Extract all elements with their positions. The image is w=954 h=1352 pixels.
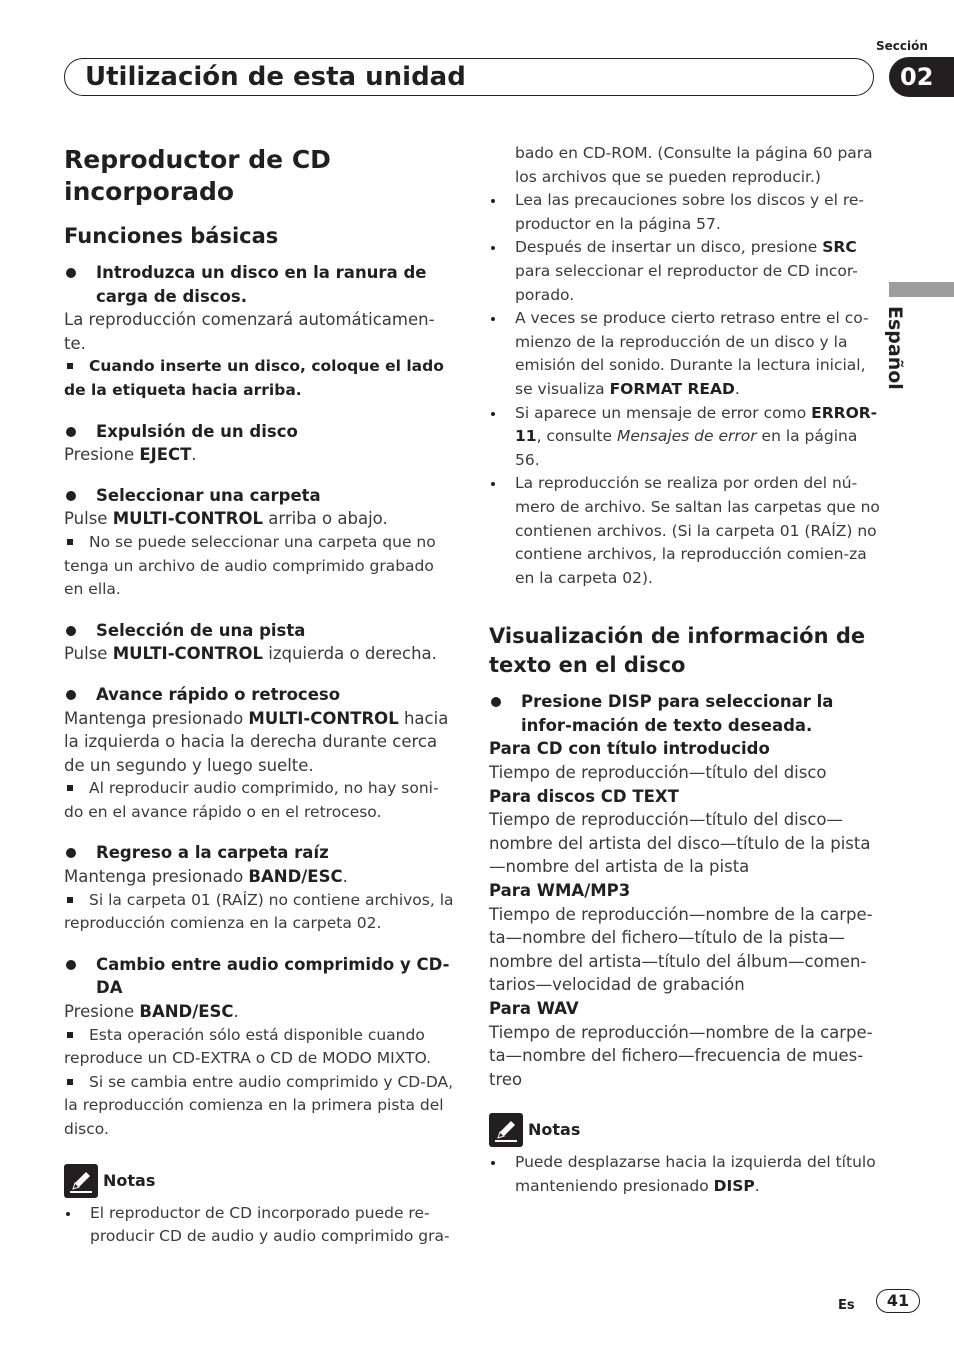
mode-text: Tiempo de reproducción—título del disco [489,763,827,783]
notes-list-item: A veces se produce cierto retraso entre el co-mienzo de la reproducción de un disco y la emisión del sonido. Durante la lectura inicial, se visualiza FORMAT READ. [489,307,881,401]
notes-list-item: Si aparece un mensaje de error como ERROR-11, consulte Mensajes de error en la página 56. [489,402,881,473]
item-heading: Regreso a la carpeta raíz [64,841,454,865]
item-insert-disc [64,261,454,403]
item-eject [64,420,454,467]
section-label: Sección [876,39,928,53]
item-switch-audio [64,953,454,1142]
item-note: Al reproducir audio comprimido, no hay soni-do en el avance rápido o en el retroceso. [64,777,454,824]
item-body: Mantenga presionado BAND/ESC. [64,867,348,887]
notes-list-item: Después de insertar un disco, presione SRC para seleccionar el reproductor de CD incor-porado. [489,236,881,307]
item-note: No se puede seleccionar una carpeta que no tenga un archivo de audio comprimido grabado en ella. [64,531,454,602]
notes-heading [489,1113,881,1147]
language-tab-marker [889,282,954,297]
item-note: Si se cambia entre audio comprimido y CD-DA, la reproducción comienza en la primera pista del disco. [64,1071,454,1142]
mode-text: Tiempo de reproducción—nombre de la carpe-ta—nombre del fichero—frecuencia de mues-treo [489,1022,873,1089]
item-body: Presione BAND/ESC. [64,1002,239,1022]
page-number: 41 [876,1289,920,1313]
item-body: Presione EJECT. [64,445,197,465]
item-body: La reproducción comenzará automáticamen-te. [64,310,435,353]
right-column [489,142,881,1199]
item-note: Cuando inserte un disco, coloque el lado de la etiqueta hacia arriba. [64,355,454,402]
item-root-folder [64,841,454,935]
item-body: Mantenga presionado MULTI-CONTROL hacia la izquierda o hacia la derecha durante cerca de un segundo y luego suelte. [64,708,449,775]
mode-text: Tiempo de reproducción—nombre de la carpe-ta—nombre del fichero—título de la pista—nombre del artista—título del álbum—comen-tarios—velocidad de grabación [489,904,873,995]
section-number-badge: 02 [889,57,954,97]
section-heading-basic-functions: Funciones básicas [64,224,279,248]
item-heading: Avance rápido o retroceso [64,683,454,707]
notes-label: Notas [103,1170,156,1190]
left-column [64,144,454,1249]
item-body: Pulse MULTI-CONTROL izquierda o derecha. [64,644,437,664]
notes-heading [64,1164,454,1198]
item-select-track [64,619,454,666]
mode-label: Para WMA/MP3 [489,881,631,901]
notes-list-item-continued: bado en CD-ROM. (Consulte la página 60 para los archivos que se pueden reproducir.) [515,144,873,186]
item-fast-forward [64,683,454,825]
item-heading: Introduzca un disco en la ranura de carga de discos. [64,261,454,308]
language-tab-label: Español [884,306,906,390]
mode-text: Tiempo de reproducción—título del disco—nombre del artista del disco—título de la pista—nombre del artista de la pista [489,810,871,877]
footer-language: Es [838,1298,855,1313]
item-body: Pulse MULTI-CONTROL arriba o abajo. [64,509,388,529]
mode-label: Para WAV [489,999,579,1018]
notes-label: Notas [528,1120,581,1140]
mode-label: Para discos CD TEXT [489,786,679,806]
notes-list-item: Puede desplazarse hacia la izquierda del título manteniendo presionado DISP. [489,1151,881,1198]
item-note: Si la carpeta 01 (RAÍZ) no contiene archivos, la reproducción comienza en la carpeta 02. [64,889,454,936]
page-header-title: Utilización de esta unidad [85,62,466,92]
section-heading-disc-text: Visualización de información de texto en el disco [489,624,866,678]
item-heading: Selección de una pista [64,619,454,643]
item-select-folder [64,484,454,602]
item-heading: Seleccionar una carpeta [64,484,454,508]
notes-list-item: El reproductor de CD incorporado puede re-producir CD de audio y audio comprimido gra- [64,1202,454,1249]
pencil-notes-icon [489,1113,523,1147]
item-heading: Presione DISP para seleccionar la infor-mación de texto deseada. [489,690,881,737]
notes-list-item: La reproducción se realiza por orden del nú-mero de archivo. Se saltan las carpetas que no contienen archivos. (Si la carpeta 01 (RAÍZ) no contiene archivos, la reproducción comien-za en la carpeta 02). [489,472,881,590]
notes-list-item: Lea las precauciones sobre los discos y el re-productor en la página 57. [489,189,881,236]
item-heading: Expulsión de un disco [64,420,454,444]
page-title: Reproductor de CD incorporado [64,145,331,206]
item-heading: Cambio entre audio comprimido y CD-DA [64,953,454,1000]
item-note: Esta operación sólo está disponible cuando reproduce un CD-EXTRA o CD de MODO MIXTO. [64,1024,454,1071]
pencil-notes-icon [64,1164,98,1198]
mode-label: Para CD con título introducido [489,739,770,759]
